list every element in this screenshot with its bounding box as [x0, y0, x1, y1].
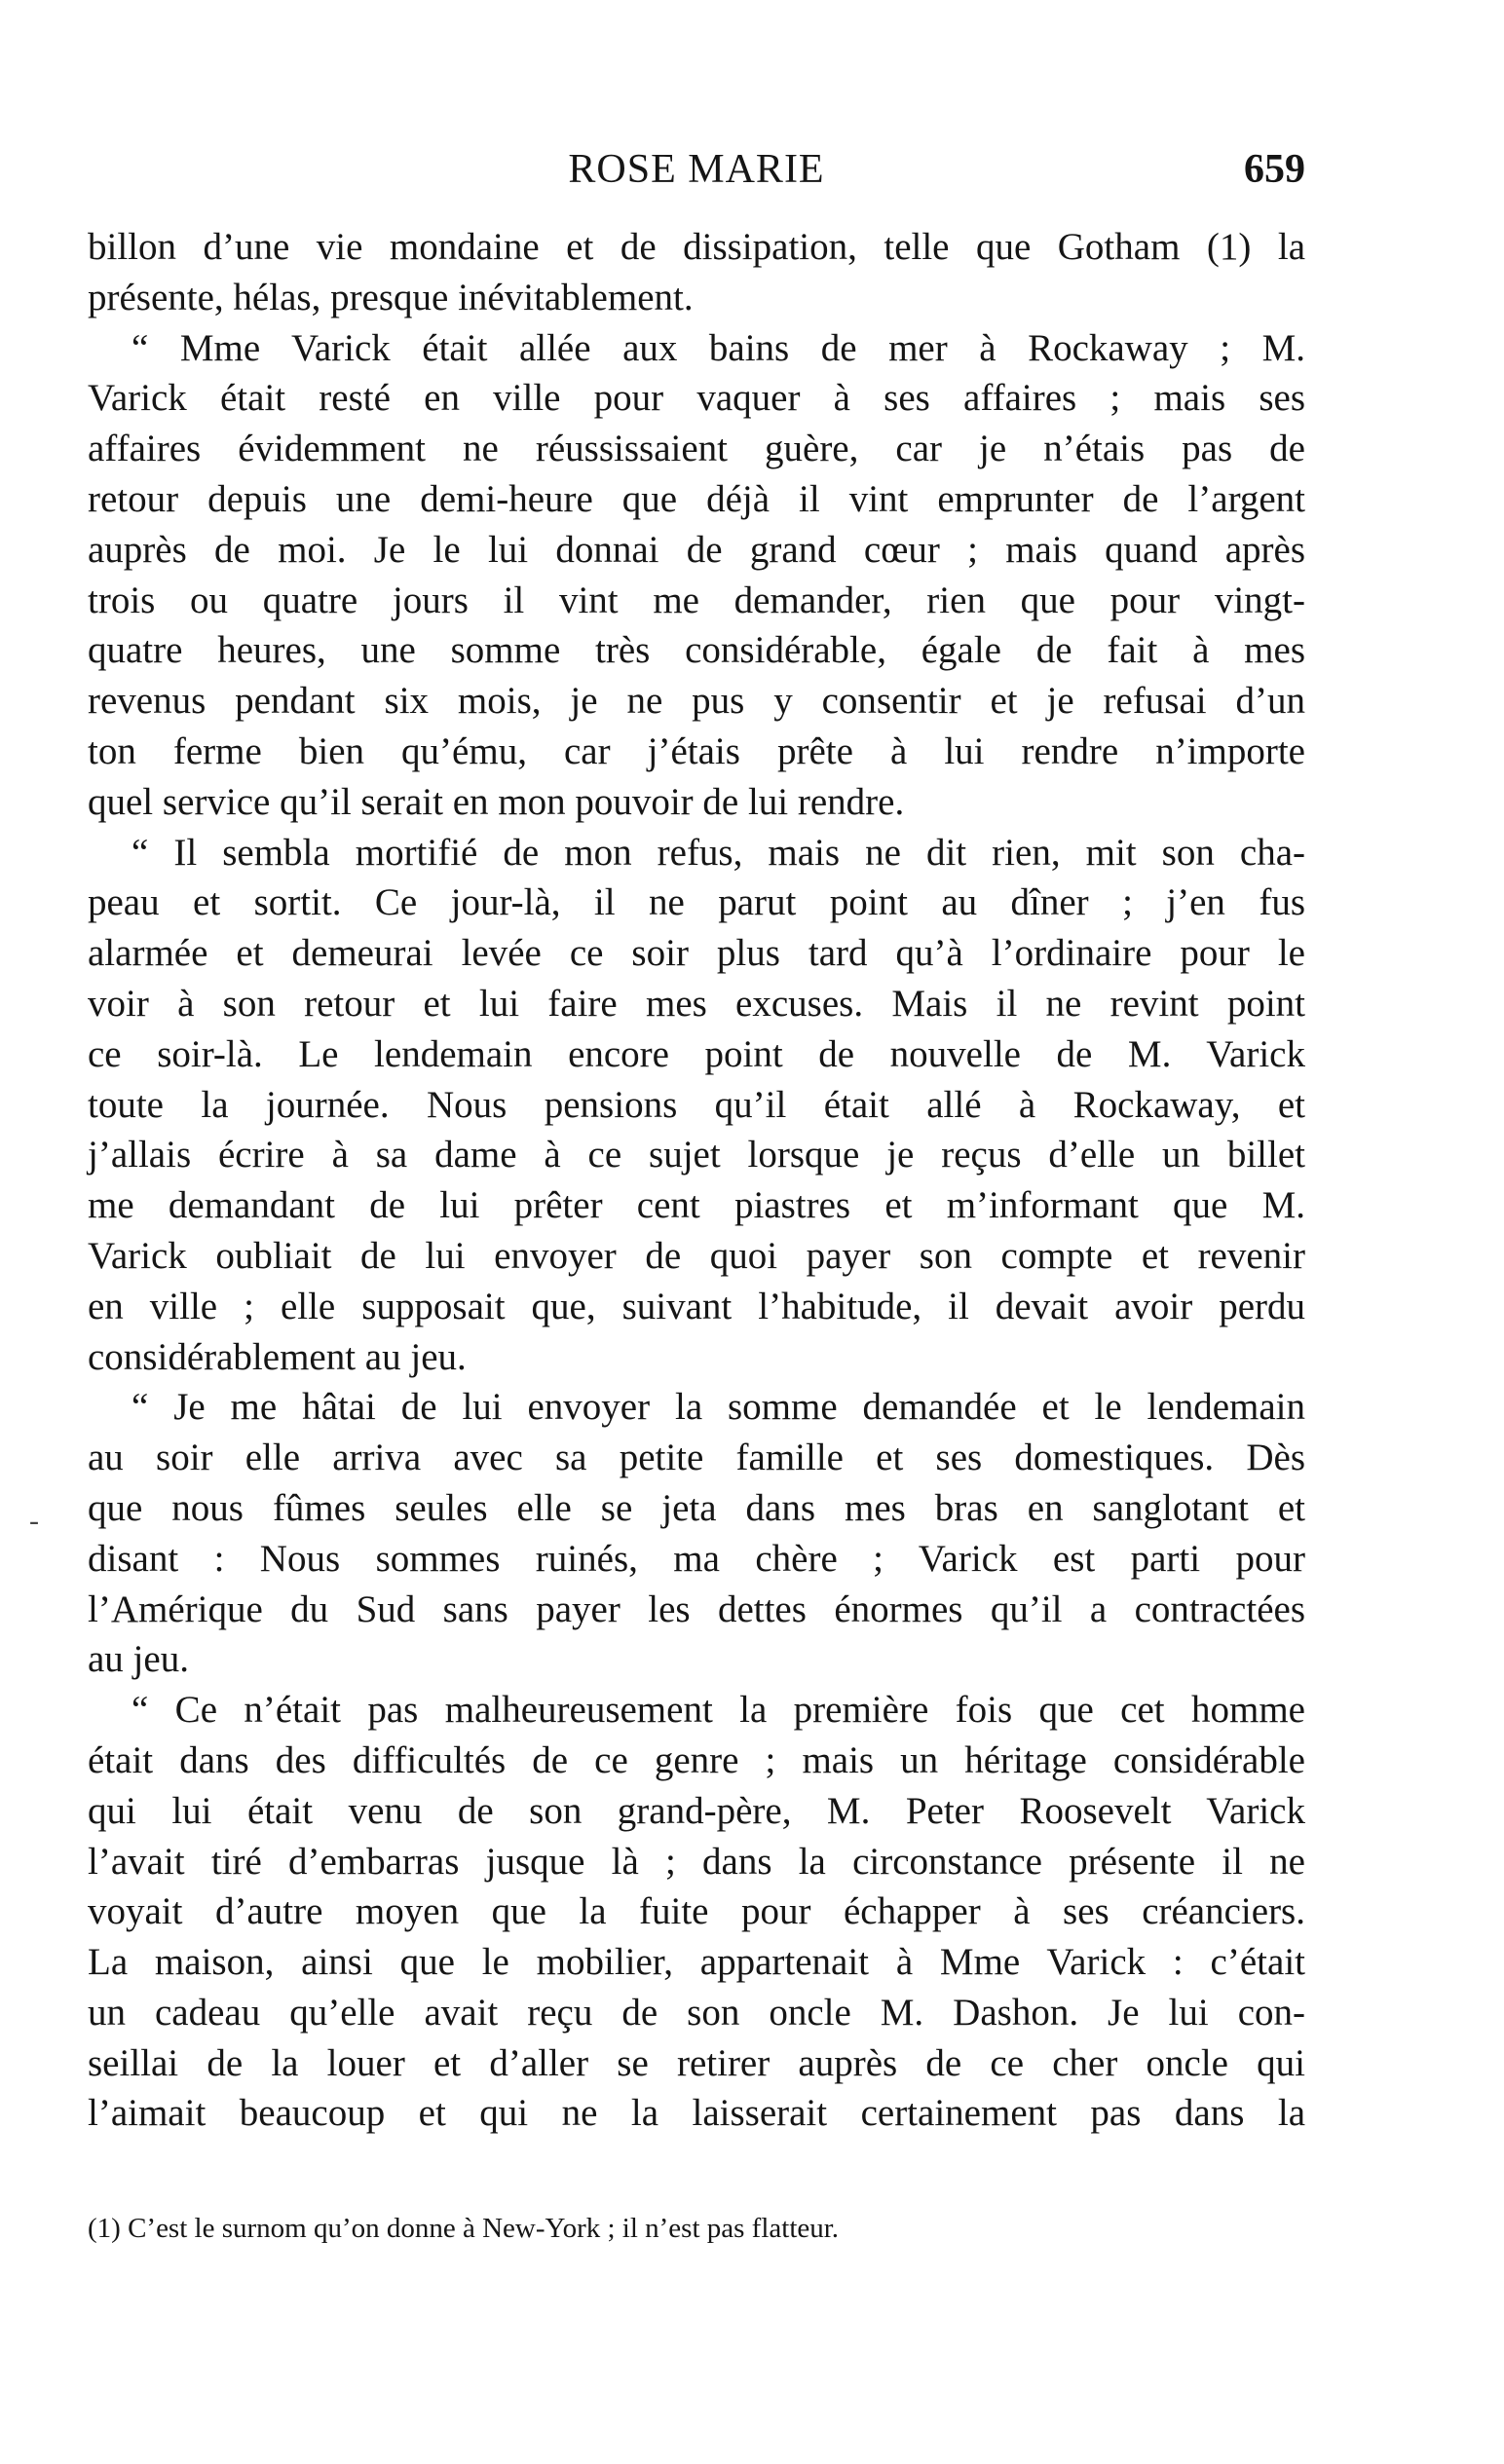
text-line: trois ou quatre jours il vint me demander, rien que pour vingt-: [88, 579, 1305, 621]
text-line: quatre heures, une somme très considérable, égale de fait à mes: [88, 629, 1305, 672]
text-line: au soir elle arriva avec sa petite famille et ses domestiques. Dès: [88, 1437, 1305, 1479]
text-line: retour depuis une demi-heure que déjà il vint emprunter de l’argent: [88, 477, 1305, 520]
text-line: l’aimait beaucoup et qui ne la laisserait certainement pas dans la: [88, 2092, 1305, 2135]
running-head: [88, 146, 1305, 205]
margin-mark: -: [29, 1505, 39, 1537]
text-line: considérablement au jeu.: [88, 1335, 467, 1378]
text-line: que nous fûmes seules elle se jeta dans mes bras en sanglotant et: [88, 1486, 1305, 1529]
footnote: (1) C’est le surnom qu’on donne à New-York ; il n’est pas flatteur.: [88, 2213, 840, 2244]
text-line: ce soir-là. Le lendemain encore point de nouvelle de M. Varick: [88, 1032, 1305, 1075]
text-line: “ Je me hâtai de lui envoyer la somme demandée et le lendemain: [132, 1386, 1305, 1429]
text-line: j’allais écrire à sa dame à ce sujet lorsque je reçus d’elle un billet: [88, 1134, 1305, 1176]
text-line: en ville ; elle supposait que, suivant l’habitude, il devait avoir perdu: [88, 1285, 1305, 1327]
text-line: présente, hélas, presque inévitablement.: [88, 276, 694, 318]
text-line: La maison, ainsi que le mobilier, appartenait à Mme Varick : c’était: [88, 1941, 1305, 1984]
running-title: ROSE MARIE: [568, 147, 825, 192]
text-line: revenus pendant six mois, je ne pus y consentir et je refusai d’un: [88, 680, 1305, 723]
text-line: billon d’une vie mondaine et de dissipation, telle que Gotham (1) la: [88, 226, 1305, 268]
text-line: disant : Nous sommes ruinés, ma chère ; Varick est parti pour: [88, 1537, 1305, 1580]
text-line: auprès de moi. Je le lui donnai de grand cœur ; mais quand après: [88, 528, 1305, 571]
text-line: était dans des difficultés de ce genre ; mais un héritage considérable: [88, 1738, 1305, 1781]
text-line: quel service qu’il serait en mon pouvoir de lui rendre.: [88, 780, 905, 823]
page-number: 659: [1244, 147, 1305, 192]
text-line: au jeu.: [88, 1638, 189, 1681]
text-line: qui lui était venu de son grand-père, M. Peter Roosevelt Varick: [88, 1789, 1305, 1832]
text-line: un cadeau qu’elle avait reçu de son oncle M. Dashon. Je lui con-: [88, 1991, 1305, 2034]
text-line: ton ferme bien qu’ému, car j’étais prête à lui rendre n’importe: [88, 729, 1305, 772]
text-line: “ Mme Varick était allée aux bains de mer à Rockaway ; M.: [132, 326, 1305, 369]
text-line: “ Il sembla mortifié de mon refus, mais ne dit rien, mit son cha-: [132, 831, 1305, 874]
text-line: voir à son retour et lui faire mes excuses. Mais il ne revint point: [88, 982, 1305, 1025]
text-line: alarmée et demeurai levée ce soir plus tard qu’à l’ordinaire pour le: [88, 932, 1305, 975]
text-line: Varick oubliait de lui envoyer de quoi payer son compte et revenir: [88, 1234, 1305, 1277]
text-line: seillai de la louer et d’aller se retirer auprès de ce cher oncle qui: [88, 2041, 1305, 2084]
text-line: me demandant de lui prêter cent piastres et m’informant que M.: [88, 1184, 1305, 1227]
text-line: peau et sortit. Ce jour-là, il ne parut point au dîner ; j’en fus: [88, 881, 1305, 924]
text-line: voyait d’autre moyen que la fuite pour échapper à ses créanciers.: [88, 1890, 1305, 1933]
text-line: Varick était resté en ville pour vaquer à ses affaires ; mais ses: [88, 377, 1305, 420]
text-line: affaires évidemment ne réussissaient guère, car je n’étais pas de: [88, 428, 1305, 470]
text-line: toute la journée. Nous pensions qu’il était allé à Rockaway, et: [88, 1083, 1305, 1126]
body-text: [88, 222, 1305, 2139]
text-line: l’avait tiré d’embarras jusque là ; dans la circonstance présente il ne: [88, 1840, 1305, 1883]
text-line: l’Amérique du Sud sans payer les dettes énormes qu’il a contractées: [88, 1587, 1305, 1630]
text-line: “ Ce n’était pas malheureusement la première fois que cet homme: [132, 1689, 1305, 1732]
